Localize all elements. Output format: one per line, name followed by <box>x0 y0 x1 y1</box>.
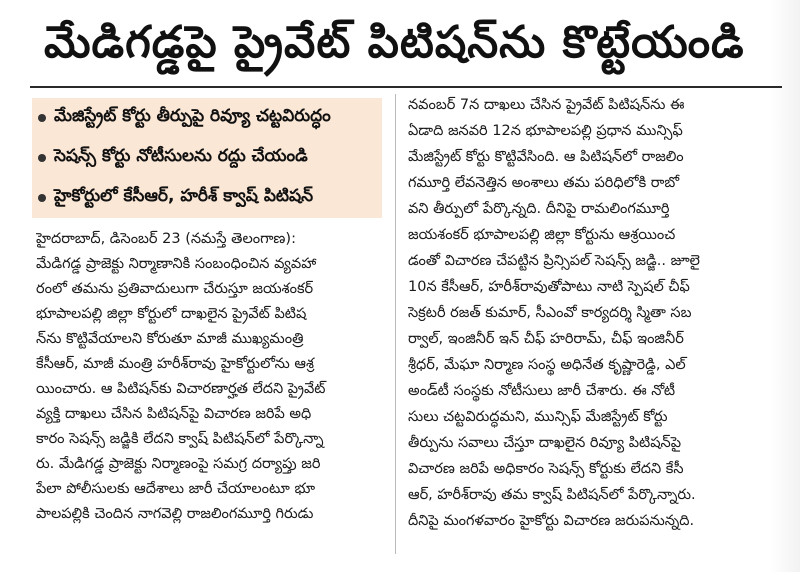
highlight-item <box>32 98 382 138</box>
body-line: హైదరాబాద్, డిసెంబర్ 23 (నమస్తే తెలంగాణ): <box>36 231 296 247</box>
body-line: రంలో తమను ప్రతివాదులుగా చేరుస్తూ జయశంకర్ <box>36 281 314 297</box>
body-line: సులు చట్టవిరుద్ధమని, మున్సిఫ్ మేజిస్ట్రేట్ కోర్టు <box>408 409 668 425</box>
body-line: పేలా పోలీసులకు ఆదేశాలు జారీ చేయాలంటూ భూ <box>36 481 316 497</box>
highlight-item <box>32 138 382 178</box>
body-line: వ్యక్తి దాఖలు చేసిన పిటిషన్‌పై విచారణ జరిపే అధి <box>36 406 312 422</box>
highlight-text: సెషన్స్ కోర్టు నోటీసులను రద్దు చేయండి <box>54 146 308 166</box>
body-line: తీర్పును సవాలు చేస్తూ దాఖలైన రివ్యూ పిటిషన్‌పై <box>408 435 682 451</box>
body-line: సెక్రటరీ రజత్ కుమార్, సీఎంవో కార్యదర్శి స్మితా సబ <box>408 305 692 321</box>
body-line: శ్రీధర్, మేఘా నిర్మాణ సంస్థ అధినేత కృష్ణారెడ్డి, ఎల్ <box>408 357 686 373</box>
body-line: రు. మేడిగడ్డ ప్రాజెక్టు నిర్మాణంపై సమగ్ర దర్యాప్తు జరి <box>36 456 321 472</box>
body-line: 10న కేసీఆర్, హరీశ్‌రావుతోపాటు నాటి స్పెషల్ చీఫ్ <box>408 279 690 295</box>
body-line: విచారణ జరిపే అధికారం సెషన్స్ కోర్టుకు లేదని కేసీ <box>408 461 684 477</box>
body-line: జయశంకర్ భూపాలపల్లి జిల్లా కోర్టును ఆశ్రయించ <box>408 227 676 243</box>
body-line: ర్వాల్, ఇంజినీర్ ఇన్ చీఫ్ హరిరామ్, చీఫ్ ఇంజినీర్ <box>408 331 684 347</box>
body-line: గమూర్తి లేవనెత్తిన అంశాలు తమ పరిధిలోకి రాబో <box>408 175 680 191</box>
bullet-icon <box>38 154 46 162</box>
body-line: ఏడాది జనవరి 12న భూపాలపల్లి ప్రధాన మున్సిఫ్ <box>408 123 683 139</box>
body-line: ఆర్, హరీశ్‌రావు తమ క్వాష్ పిటిషన్‌లో పేర్కొన్నారు. <box>408 487 696 503</box>
body-line: కారం సెషన్స్ జడ్జికి లేదని క్వాష్ పిటిషన్‌లో పేర్కొన్నా <box>36 431 324 447</box>
body-line: పాలపల్లికి చెందిన నాగవెల్లి రాజలింగమూర్తి గిరుడు <box>36 506 314 522</box>
body-line: వని తీర్పులో పేర్కొన్నది. దీనిపై రామలింగమూర్తి <box>408 201 670 217</box>
highlight-item <box>32 178 382 218</box>
highlight-text: మేజిస్ట్రేట్ కోర్టు తీర్పుపై రివ్యూ చట్టవిరుద్ధం <box>54 106 331 126</box>
body-line: న్‌ను కొట్టివేయాలని కోరుతూ మాజీ ముఖ్యమంత్రి <box>36 331 304 347</box>
body-line: మేజిస్ట్రేట్ కోర్టు కొట్టివేసింది. ఆ పిటిషన్‌లో రాజలిం <box>408 149 684 165</box>
body-line: భూపాలపల్లి జిల్లా కోర్టులో దాఖలైన ప్రైవేట్ పిటిష <box>36 306 307 322</box>
page-edge-shadow <box>770 0 800 572</box>
body-line: యించారు. ఆ పిటిషన్‌కు విచారణార్హత లేదని ప్రైవేట్ <box>36 381 326 397</box>
column-divider <box>395 94 396 554</box>
headline-rule <box>30 86 782 88</box>
body-line: డంతో విచారణ చేపట్టిన ప్రిన్సిపల్ సెషన్స్ జడ్జి.. జూలై <box>408 253 700 269</box>
headline: మేడిగడ్డపై ప్రైవేట్ పిటిషన్‌ను కొట్టేయండి <box>44 17 745 68</box>
highlight-text: హైకోర్టులో కేసీఆర్, హరీశ్ క్వాష్ పిటిషన్ <box>54 186 314 206</box>
body-line: దీనిపై మంగళవారం హైకోర్టు విచారణ జరుపనున్నది. <box>408 513 695 529</box>
bullet-icon <box>38 194 46 202</box>
body-line: నవంబర్ 7న దాఖలు చేసిన ప్రైవేట్ పిటిషన్‌ను ఈ <box>408 97 685 113</box>
body-line: కేసీఆర్, మాజీ మంత్రి హరీశ్‌రావు హైకోర్టులోను ఆశ్ర <box>36 356 314 372</box>
highlights-box <box>32 98 382 218</box>
bullet-icon <box>38 114 46 122</box>
body-line: అండ్‌టీ సంస్థకు నోటీసులు జారీ చేశారు. ఈ నోటీ <box>408 383 676 399</box>
body-line: మేడిగడ్డ ప్రాజెక్టు నిర్మాణానికి సంబంధించిన వ్యవహా <box>36 256 317 272</box>
